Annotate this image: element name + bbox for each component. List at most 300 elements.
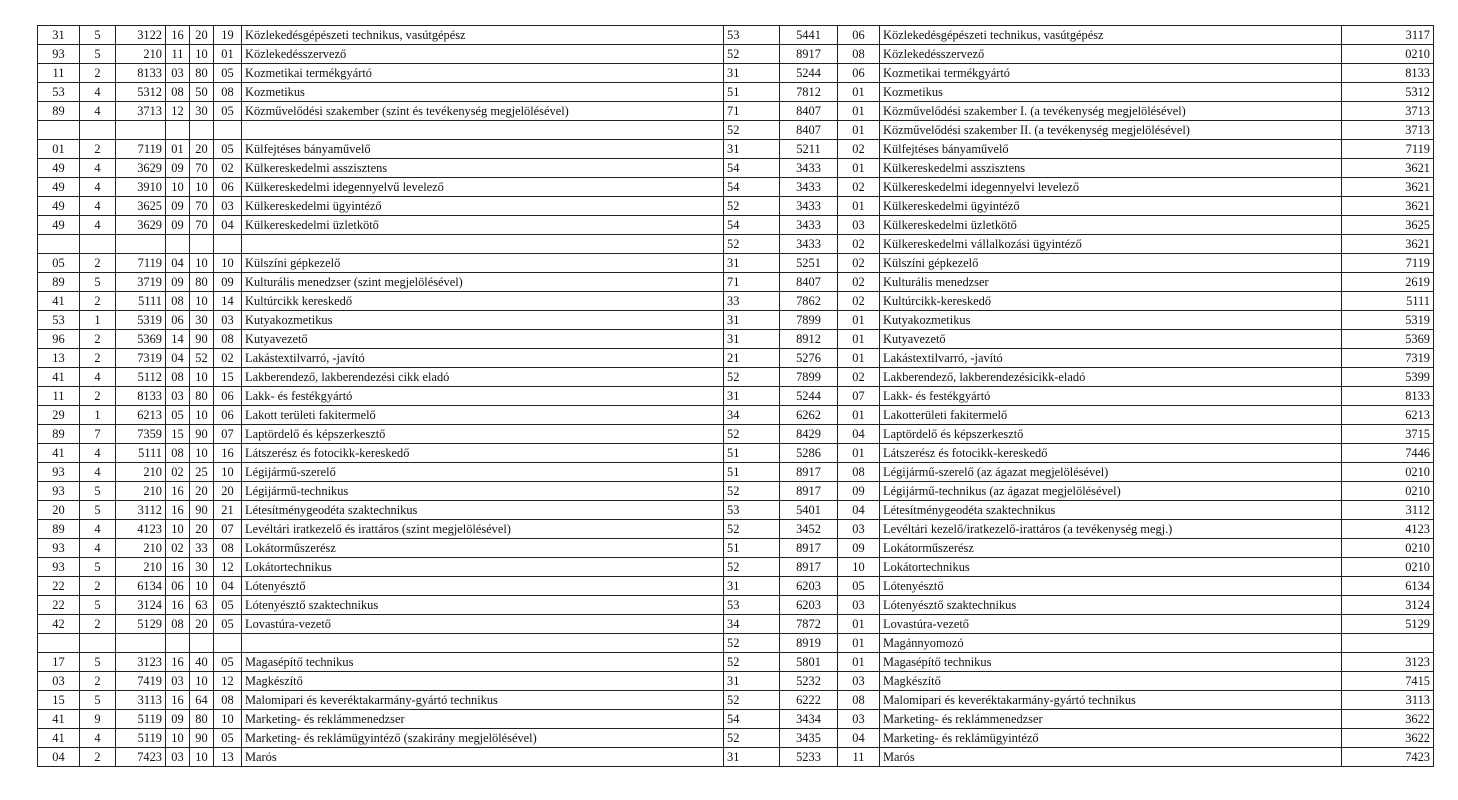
left-col-1: 29	[38, 406, 80, 425]
right-col-1: 52	[724, 691, 780, 710]
left-code: 3124	[116, 596, 166, 615]
left-code: 5119	[116, 710, 166, 729]
left-col-1	[38, 121, 80, 140]
left-occupation-name: Magasépítő technikus	[242, 653, 724, 672]
right-col-1: 52	[724, 121, 780, 140]
left-code: 5111	[116, 444, 166, 463]
right-occupation-name: Külfejtéses bányaművelő	[880, 140, 1342, 159]
table-row	[38, 729, 1434, 748]
left-col-5: 30	[190, 311, 214, 330]
right-col-2: 7899	[780, 368, 838, 387]
left-code: 5112	[116, 368, 166, 387]
left-col-1: 89	[38, 273, 80, 292]
right-code: 3625	[1342, 216, 1434, 235]
left-col-6: 12	[214, 672, 242, 691]
table-row	[38, 368, 1434, 387]
left-col-4: 05	[166, 406, 190, 425]
left-col-2: 5	[80, 45, 116, 64]
left-occupation-name: Lakk- és festékgyártó	[242, 387, 724, 406]
left-col-1: 17	[38, 653, 80, 672]
left-occupation-name: Kutyakozmetikus	[242, 311, 724, 330]
right-occupation-name: Malomipari és keveréktakarmány-gyártó technikus	[880, 691, 1342, 710]
right-occupation-name: Kulturális menedzser	[880, 273, 1342, 292]
left-col-1: 49	[38, 178, 80, 197]
right-code: 3117	[1342, 26, 1434, 45]
table-row	[38, 425, 1434, 444]
left-col-1: 05	[38, 254, 80, 273]
right-code: 3621	[1342, 159, 1434, 178]
left-col-4: 08	[166, 444, 190, 463]
left-col-2: 9	[80, 710, 116, 729]
right-code: 0210	[1342, 539, 1434, 558]
left-col-6: 06	[214, 406, 242, 425]
left-col-5: 64	[190, 691, 214, 710]
left-col-1: 41	[38, 292, 80, 311]
right-col-3: 06	[838, 64, 880, 83]
right-occupation-name: Magkészítő	[880, 672, 1342, 691]
left-occupation-name: Lótenyésztő	[242, 577, 724, 596]
right-col-3: 07	[838, 387, 880, 406]
right-code: 4123	[1342, 520, 1434, 539]
left-col-6: 05	[214, 140, 242, 159]
left-col-2: 2	[80, 615, 116, 634]
left-col-2: 4	[80, 444, 116, 463]
right-code: 3123	[1342, 653, 1434, 672]
right-col-1: 54	[724, 216, 780, 235]
right-occupation-name: Légijármű-technikus (az ágazat megjelölésével)	[880, 482, 1342, 501]
left-col-2: 4	[80, 83, 116, 102]
right-col-3: 01	[838, 615, 880, 634]
right-col-3: 01	[838, 159, 880, 178]
left-col-6: 05	[214, 596, 242, 615]
left-col-4: 09	[166, 710, 190, 729]
left-col-2	[80, 121, 116, 140]
right-col-3: 08	[838, 45, 880, 64]
right-code: 7119	[1342, 254, 1434, 273]
right-col-2: 7899	[780, 311, 838, 330]
left-col-5: 10	[190, 368, 214, 387]
left-occupation-name: Magkészítő	[242, 672, 724, 691]
left-occupation-name: Külszíni gépkezelő	[242, 254, 724, 273]
right-col-1: 52	[724, 425, 780, 444]
left-occupation-name: Kulturális menedzser (szint megjelölésével)	[242, 273, 724, 292]
left-occupation-name: Lakberendező, lakberendezési cikk eladó	[242, 368, 724, 387]
left-col-4: 01	[166, 140, 190, 159]
left-col-4: 06	[166, 311, 190, 330]
left-col-5: 10	[190, 45, 214, 64]
left-col-1: 41	[38, 729, 80, 748]
right-col-3: 01	[838, 444, 880, 463]
left-col-2: 4	[80, 463, 116, 482]
right-col-3: 03	[838, 520, 880, 539]
right-col-2: 5244	[780, 387, 838, 406]
right-col-2: 6203	[780, 596, 838, 615]
left-occupation-name	[242, 121, 724, 140]
right-col-3: 02	[838, 140, 880, 159]
right-col-1: 54	[724, 159, 780, 178]
left-col-5: 20	[190, 140, 214, 159]
right-col-1: 51	[724, 444, 780, 463]
left-occupation-name: Lokátortechnikus	[242, 558, 724, 577]
left-col-2: 4	[80, 216, 116, 235]
right-col-2: 6222	[780, 691, 838, 710]
right-col-2: 5211	[780, 140, 838, 159]
right-col-3: 09	[838, 539, 880, 558]
right-code: 0210	[1342, 558, 1434, 577]
left-code: 8133	[116, 387, 166, 406]
right-col-3: 01	[838, 197, 880, 216]
right-col-2: 8917	[780, 539, 838, 558]
left-code: 210	[116, 558, 166, 577]
right-occupation-name: Lokátorműszerész	[880, 539, 1342, 558]
table-row	[38, 292, 1434, 311]
left-col-4: 08	[166, 83, 190, 102]
left-col-6: 05	[214, 615, 242, 634]
left-col-4: 10	[166, 178, 190, 197]
left-col-2: 4	[80, 729, 116, 748]
right-col-3: 01	[838, 653, 880, 672]
right-occupation-name: Lótenyésztő	[880, 577, 1342, 596]
right-col-3: 02	[838, 178, 880, 197]
right-col-3: 02	[838, 292, 880, 311]
left-col-4: 02	[166, 463, 190, 482]
table-row	[38, 501, 1434, 520]
left-occupation-name: Kutyavezető	[242, 330, 724, 349]
left-col-6: 05	[214, 64, 242, 83]
right-code: 6213	[1342, 406, 1434, 425]
left-code: 7423	[116, 748, 166, 767]
left-code: 3112	[116, 501, 166, 520]
table-row	[38, 615, 1434, 634]
left-col-5: 10	[190, 406, 214, 425]
table-row	[38, 672, 1434, 691]
right-occupation-name: Látszerész és fotocikk-kereskedő	[880, 444, 1342, 463]
left-code: 5111	[116, 292, 166, 311]
left-col-4	[166, 235, 190, 254]
right-col-1: 31	[724, 672, 780, 691]
left-col-1: 93	[38, 539, 80, 558]
left-col-2: 4	[80, 159, 116, 178]
left-col-4: 08	[166, 368, 190, 387]
table-row	[38, 387, 1434, 406]
right-col-3: 01	[838, 83, 880, 102]
left-col-1: 15	[38, 691, 80, 710]
right-occupation-name: Lótenyésztő szaktechnikus	[880, 596, 1342, 615]
right-col-3: 11	[838, 748, 880, 767]
left-occupation-name: Közlekedésgépészeti technikus, vasútgépész	[242, 26, 724, 45]
left-col-4: 09	[166, 273, 190, 292]
right-col-1: 71	[724, 102, 780, 121]
left-col-5	[190, 235, 214, 254]
left-col-5: 50	[190, 83, 214, 102]
right-occupation-name: Kultúrcikk-kereskedő	[880, 292, 1342, 311]
right-col-2: 5801	[780, 653, 838, 672]
right-col-3: 02	[838, 273, 880, 292]
right-col-2: 8917	[780, 482, 838, 501]
right-col-1: 53	[724, 501, 780, 520]
left-col-4: 02	[166, 539, 190, 558]
left-col-5: 20	[190, 26, 214, 45]
left-occupation-name: Marós	[242, 748, 724, 767]
right-col-2: 8917	[780, 558, 838, 577]
left-col-4: 11	[166, 45, 190, 64]
left-col-5: 10	[190, 577, 214, 596]
left-col-5: 20	[190, 615, 214, 634]
left-col-6: 13	[214, 748, 242, 767]
left-code: 3629	[116, 159, 166, 178]
right-occupation-name: Közművelődési szakember I. (a tevékenység megjelölésével)	[880, 102, 1342, 121]
left-col-2: 4	[80, 178, 116, 197]
left-code: 5319	[116, 311, 166, 330]
left-code: 7119	[116, 254, 166, 273]
right-col-3: 01	[838, 311, 880, 330]
left-code: 3719	[116, 273, 166, 292]
right-col-3: 03	[838, 216, 880, 235]
left-col-5: 70	[190, 159, 214, 178]
left-col-2: 5	[80, 596, 116, 615]
left-col-1: 41	[38, 444, 80, 463]
right-occupation-name: Lovastúra-vezető	[880, 615, 1342, 634]
right-col-1: 53	[724, 26, 780, 45]
right-occupation-name: Közlekedésszervező	[880, 45, 1342, 64]
left-col-1	[38, 634, 80, 653]
right-code: 8133	[1342, 387, 1434, 406]
left-code: 7319	[116, 349, 166, 368]
right-col-3: 08	[838, 691, 880, 710]
left-col-5: 40	[190, 653, 214, 672]
left-col-5	[190, 634, 214, 653]
left-occupation-name: Külfejtéses bányaművelő	[242, 140, 724, 159]
left-col-1: 49	[38, 216, 80, 235]
left-col-5: 30	[190, 102, 214, 121]
left-col-4: 10	[166, 520, 190, 539]
right-col-1: 51	[724, 539, 780, 558]
right-col-3: 01	[838, 121, 880, 140]
table-row	[38, 140, 1434, 159]
table-row	[38, 596, 1434, 615]
left-col-1: 20	[38, 501, 80, 520]
left-occupation-name: Külkereskedelmi ügyintéző	[242, 197, 724, 216]
table-row	[38, 444, 1434, 463]
right-col-1: 31	[724, 748, 780, 767]
left-col-6: 15	[214, 368, 242, 387]
right-occupation-name: Lokátortechnikus	[880, 558, 1342, 577]
right-col-1: 31	[724, 387, 780, 406]
right-col-3: 02	[838, 254, 880, 273]
left-col-6: 02	[214, 349, 242, 368]
left-col-5: 10	[190, 748, 214, 767]
left-code: 210	[116, 45, 166, 64]
right-code: 3713	[1342, 121, 1434, 140]
left-col-1: 96	[38, 330, 80, 349]
right-col-2: 5401	[780, 501, 838, 520]
left-occupation-name: Lokátorműszerész	[242, 539, 724, 558]
left-code: 5369	[116, 330, 166, 349]
right-col-3: 01	[838, 330, 880, 349]
left-col-2: 5	[80, 501, 116, 520]
right-col-3: 01	[838, 634, 880, 653]
left-occupation-name: Laptördelő és képszerkesztő	[242, 425, 724, 444]
left-code: 3123	[116, 653, 166, 672]
left-col-6: 10	[214, 254, 242, 273]
left-col-1: 89	[38, 520, 80, 539]
right-code: 0210	[1342, 482, 1434, 501]
left-col-1: 03	[38, 672, 80, 691]
left-col-2: 4	[80, 102, 116, 121]
left-col-4: 10	[166, 729, 190, 748]
right-col-1: 51	[724, 83, 780, 102]
right-code: 3621	[1342, 235, 1434, 254]
left-col-1: 49	[38, 159, 80, 178]
right-col-1: 52	[724, 368, 780, 387]
left-occupation-name: Lótenyésztő szaktechnikus	[242, 596, 724, 615]
right-occupation-name: Lakotterületi fakitermelő	[880, 406, 1342, 425]
table-row	[38, 121, 1434, 140]
right-occupation-name: Közművelődési szakember II. (a tevékenység megjelölésével)	[880, 121, 1342, 140]
right-code: 7423	[1342, 748, 1434, 767]
left-col-4: 03	[166, 672, 190, 691]
right-occupation-name: Külszíni gépkezelő	[880, 254, 1342, 273]
right-code: 5111	[1342, 292, 1434, 311]
left-col-5: 90	[190, 425, 214, 444]
right-col-1: 33	[724, 292, 780, 311]
right-col-3: 02	[838, 235, 880, 254]
right-col-2: 7872	[780, 615, 838, 634]
left-col-4: 16	[166, 26, 190, 45]
right-code: 6134	[1342, 577, 1434, 596]
right-code: 5129	[1342, 615, 1434, 634]
left-col-4: 08	[166, 292, 190, 311]
left-col-1: 01	[38, 140, 80, 159]
right-col-2: 5441	[780, 26, 838, 45]
right-occupation-name: Lakberendező, lakberendezésicikk-eladó	[880, 368, 1342, 387]
right-code: 8133	[1342, 64, 1434, 83]
left-col-5: 10	[190, 178, 214, 197]
right-col-2: 8919	[780, 634, 838, 653]
left-code	[116, 235, 166, 254]
table-row	[38, 406, 1434, 425]
right-col-3: 04	[838, 729, 880, 748]
left-occupation-name	[242, 634, 724, 653]
left-occupation-name: Lakott területi fakitermelő	[242, 406, 724, 425]
left-col-2: 7	[80, 425, 116, 444]
left-col-5: 90	[190, 729, 214, 748]
right-col-2: 5276	[780, 349, 838, 368]
left-col-1: 93	[38, 482, 80, 501]
table-row	[38, 653, 1434, 672]
right-col-3: 03	[838, 596, 880, 615]
right-col-1: 71	[724, 273, 780, 292]
right-occupation-name: Külkereskedelmi idegennyelvi levelező	[880, 178, 1342, 197]
left-occupation-name	[242, 235, 724, 254]
left-col-4: 04	[166, 349, 190, 368]
left-code: 3113	[116, 691, 166, 710]
left-code: 8133	[116, 64, 166, 83]
right-code: 3621	[1342, 178, 1434, 197]
right-col-2: 3433	[780, 197, 838, 216]
left-col-6: 10	[214, 463, 242, 482]
left-col-6: 05	[214, 653, 242, 672]
left-col-4: 15	[166, 425, 190, 444]
left-col-1: 41	[38, 710, 80, 729]
left-col-1: 93	[38, 463, 80, 482]
left-col-1: 22	[38, 596, 80, 615]
table-row	[38, 216, 1434, 235]
left-col-2	[80, 634, 116, 653]
left-col-5: 90	[190, 330, 214, 349]
left-col-2: 2	[80, 292, 116, 311]
table-row	[38, 235, 1434, 254]
left-code: 210	[116, 482, 166, 501]
right-col-1: 54	[724, 710, 780, 729]
right-col-1: 52	[724, 634, 780, 653]
right-code: 3124	[1342, 596, 1434, 615]
left-col-4: 16	[166, 653, 190, 672]
right-code: 3715	[1342, 425, 1434, 444]
left-code: 3713	[116, 102, 166, 121]
table-row	[38, 254, 1434, 273]
left-code: 5129	[116, 615, 166, 634]
left-col-4: 03	[166, 748, 190, 767]
left-col-5: 80	[190, 387, 214, 406]
right-code: 3113	[1342, 691, 1434, 710]
left-col-5: 25	[190, 463, 214, 482]
left-col-2: 2	[80, 748, 116, 767]
right-col-1: 31	[724, 64, 780, 83]
left-col-4: 08	[166, 615, 190, 634]
right-col-2: 6203	[780, 577, 838, 596]
table-row	[38, 102, 1434, 121]
left-col-6: 07	[214, 520, 242, 539]
right-col-2: 6262	[780, 406, 838, 425]
left-col-1: 31	[38, 26, 80, 45]
left-occupation-name: Közlekedésszervező	[242, 45, 724, 64]
left-col-6: 19	[214, 26, 242, 45]
right-col-2: 3433	[780, 178, 838, 197]
left-col-5: 70	[190, 216, 214, 235]
left-col-6: 08	[214, 539, 242, 558]
left-col-2: 5	[80, 558, 116, 577]
right-col-2: 7862	[780, 292, 838, 311]
left-col-2: 2	[80, 140, 116, 159]
table-row	[38, 45, 1434, 64]
left-col-1: 93	[38, 558, 80, 577]
right-col-3: 03	[838, 672, 880, 691]
left-col-4: 03	[166, 64, 190, 83]
table-row	[38, 64, 1434, 83]
table-row	[38, 634, 1434, 653]
left-col-2: 2	[80, 672, 116, 691]
left-code: 3625	[116, 197, 166, 216]
right-code	[1342, 634, 1434, 653]
right-code: 3621	[1342, 197, 1434, 216]
right-col-2: 5286	[780, 444, 838, 463]
left-occupation-name: Kozmetikus	[242, 83, 724, 102]
left-col-6: 08	[214, 83, 242, 102]
left-col-6: 01	[214, 45, 242, 64]
table-row	[38, 26, 1434, 45]
right-col-1: 52	[724, 558, 780, 577]
left-col-2: 2	[80, 64, 116, 83]
left-code: 6213	[116, 406, 166, 425]
right-occupation-name: Magánnyomozó	[880, 634, 1342, 653]
right-col-2: 5232	[780, 672, 838, 691]
left-col-6: 04	[214, 216, 242, 235]
left-col-1: 49	[38, 197, 80, 216]
left-col-5: 10	[190, 254, 214, 273]
left-col-4: 09	[166, 197, 190, 216]
left-col-4: 16	[166, 501, 190, 520]
